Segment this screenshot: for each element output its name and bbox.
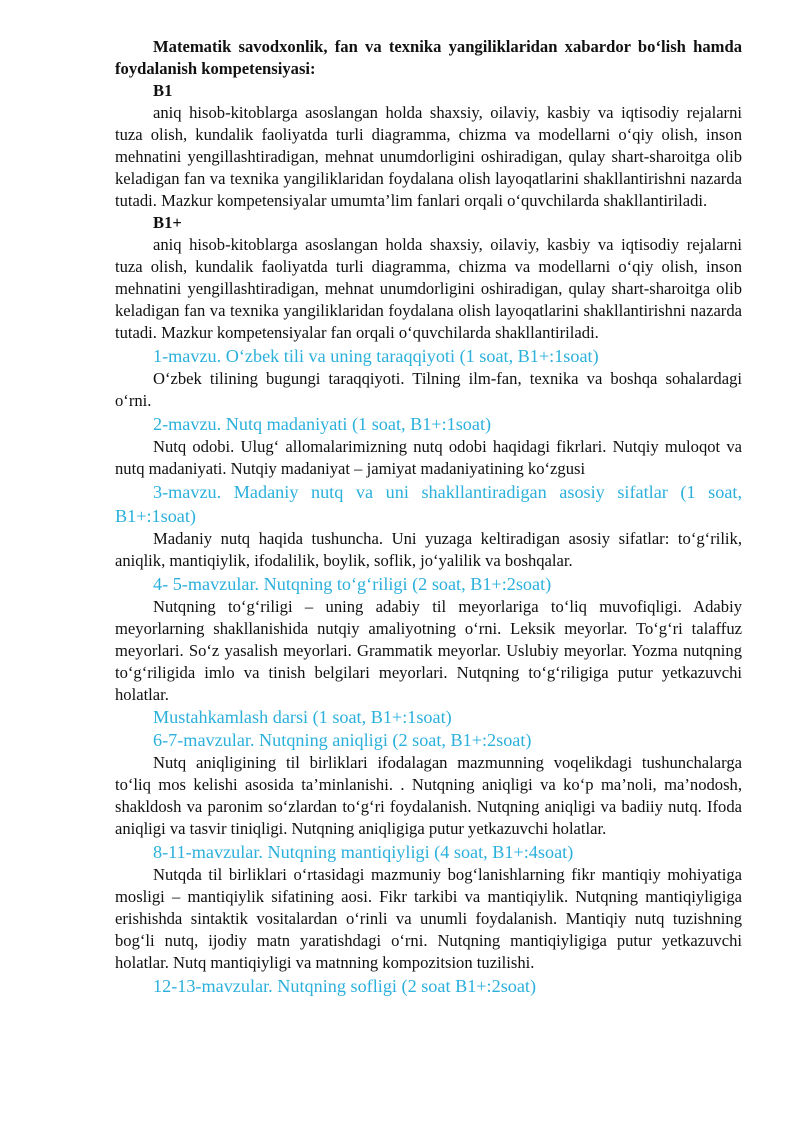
topic-heading-1: 1-mavzu. O‘zbek tili va uning taraqqiyoti (1 soat, B1+:1soat) [153, 346, 599, 366]
topic-body-3: Madaniy nutq haqida tushuncha. Uni yuzaga keltiradigan asosiy sifatlar: to‘g‘rilik, aniqlik, mantiqiylik, ifodalilik, boylik, soflik, jo‘yalilik va boshqalar. [115, 529, 742, 570]
topic-heading-3: 3-mavzu. Madaniy nutq va uni shakllantiradigan asosiy sifatlar (1 soat, B1+:1soat) [115, 482, 742, 526]
topic-body-1: O‘zbek tilining bugungi taraqqiyoti. Tilning ilm-fan, texnika va boshqa sohalardagi o‘rni. [115, 369, 742, 410]
topic-heading-4-5: 4- 5-mavzular. Nutqning to‘g‘riligi (2 soat, B1+:2soat) [153, 574, 552, 594]
level-label-b1: B1 [153, 81, 173, 100]
topic-heading-8-11: 8-11-mavzular. Nutqning mantiqiyligi (4 soat, B1+:4soat) [153, 842, 574, 862]
topic-heading-2: 2-mavzu. Nutq madaniyati (1 soat, B1+:1soat) [153, 414, 492, 434]
document-page [115, 36, 742, 998]
topic-body-2: Nutq odobi. Ulug‘ allomalarimizning nutq odobi haqidagi fikrlari. Nutqiy muloqot va nutq madaniyati. Nutqiy madaniyat – jamiyat madaniyatining ko‘zgusi [115, 437, 742, 478]
competency-heading: Matematik savodxonlik, fan va texnika yangiliklaridan xabardor bo‘lish hamda foydalanish kompetensiyasi: [115, 37, 742, 78]
topic-body-8-11: Nutqda til birliklari o‘rtasidagi mazmuniy bog‘lanishlarning fikr mantiqiy mohiyatiga mosligi – mantiqiylik sifatining aosi. Fikr tarkibi va mantiqiylik. Nutqning mantiqiyligiga erishishda sintaktik vositalardan o‘rinli va unumli foydalanish. Mantiqiy nutq tuzishning bog‘li nutq, ijodiy matn yaratishdagi o‘rni. Nutqning mantiqiyligiga putur yetkazuvchi holatlar. Nutq mantiqiyligi va matnning kompozitsion tuzilishi. [115, 865, 742, 972]
topic-heading-6-7: 6-7-mavzular. Nutqning aniqligi (2 soat, B1+:2soat) [153, 730, 532, 750]
topic-heading-12-13: 12-13-mavzular. Nutqning sofligi (2 soat B1+:2soat) [153, 976, 537, 996]
level-text-b1-plus: aniq hisob-kitoblarga asoslangan holda shaxsiy, oilaviy, kasbiy va iqtisodiy rejalarni tuza olish, kundalik faoliyatda turli diagramma, chizma va modellarni o‘qiy olish, inson mehnatini yengillashtiradigan, mehnat unumdorligini oshiradigan, qulay shart-sharoitga olib keladigan fan va texnika yangiliklaridan foydalana olish layoqatlarini shakllantirishni nazarda tutadi. Mazkur kompetensiyalar fan orqali o‘quvchilarda shakllantiriladi. [115, 235, 742, 342]
level-label-b1-plus: B1+ [153, 213, 182, 232]
topic-body-4-5: Nutqning to‘g‘riligi – uning adabiy til meyorlariga to‘liq muvofiqligi. Adabiy meyorlarning shakllanishida nutqiy amaliyotning o‘rni. Leksik meyorlar. To‘g‘ri talaffuz meyorlari. So‘z yasalish meyorlari. Grammatik meyorlar. Uslubiy meyorlar. Yozma nutqning to‘g‘riligida imlo va tinish belgilari meyorlari. Nutqning to‘g‘riligiga putur yetkazuvchi holatlar. [115, 597, 742, 704]
topic-body-6-7: Nutq aniqligining til birliklari ifodalagan mazmunning voqelikdagi tushunchalarga to‘liq mos kelishi asosida ta’minlanishi. . Nutqning aniqligi va ko‘p ma’noli, ma’nodosh, shakldosh va paronim so‘zlardan to‘g‘ri foydalanish. Nutqning aniqligi va badiiy nutq. Ifoda aniqligi va tasvir tiniqligi. Nutqning aniqligiga putur yetkazuvchi holatlar. [115, 753, 742, 838]
level-text-b1: aniq hisob-kitoblarga asoslangan holda shaxsiy, oilaviy, kasbiy va iqtisodiy rejalarni tuza olish, kundalik faoliyatda turli diagramma, chizma va modellarni o‘qiy olish, inson mehnatini yengillashtiradigan, mehnat unumdorligini oshiradigan, qulay shart-sharoitga olib keladigan fan va texnika yangiliklaridan foydalana olish layoqatlarini shakllantirishni nazarda tutadi. Mazkur kompetensiyalar umumta’lim fanlari orqali o‘quvchilarda shakllantiriladi. [115, 103, 742, 210]
topic-heading-review: Mustahkamlash darsi (1 soat, B1+:1soat) [153, 707, 452, 727]
